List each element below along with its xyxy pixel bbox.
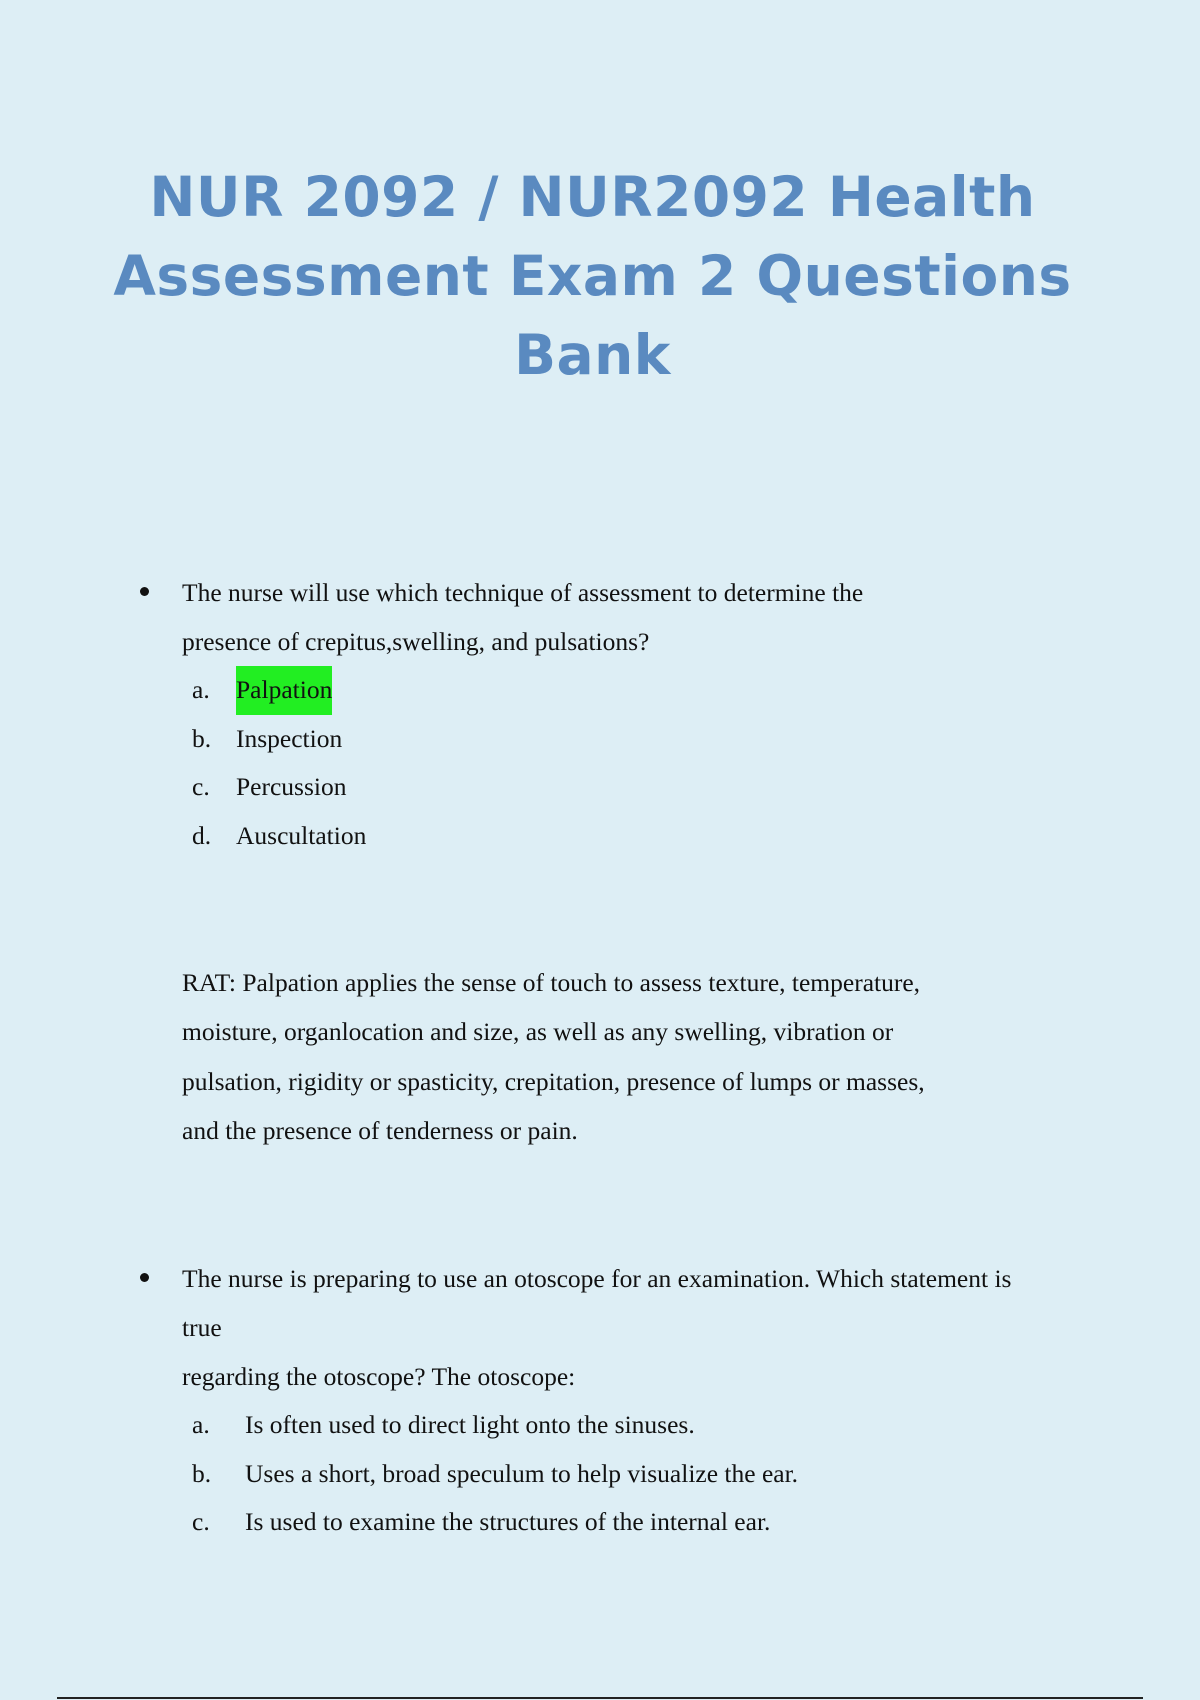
answer-option-b xyxy=(140,715,1130,764)
option-letter: c. xyxy=(192,1507,210,1537)
option-text: Auscultation xyxy=(236,820,367,850)
answer-option-a xyxy=(140,666,1130,715)
option-letter: b. xyxy=(192,723,212,753)
option-text-correct: Palpation xyxy=(236,666,332,715)
answer-option-c xyxy=(140,1498,1130,1547)
bullet-icon xyxy=(140,1273,149,1282)
answer-option-a xyxy=(140,1401,1130,1450)
option-letter: c. xyxy=(192,772,210,802)
rationale-line: and the presence of tenderness or pain. xyxy=(182,1115,578,1145)
rationale-line: moisture, organlocation and size, as well as any swelling, vibration or xyxy=(182,1017,894,1047)
answer-option-c xyxy=(140,763,1130,812)
question-text-line: The nurse will use which technique of assessment to determine the xyxy=(182,578,864,607)
page-bottom-divider xyxy=(57,1697,1143,1699)
option-text: Uses a short, broad speculum to help visualize the ear. xyxy=(245,1458,799,1488)
answer-option-d xyxy=(140,812,1130,861)
option-text: Percussion xyxy=(236,772,347,802)
title-line: Assessment Exam 2 Questions xyxy=(113,244,1072,308)
question-2 xyxy=(140,1254,1130,1547)
option-text: Inspection xyxy=(236,723,343,753)
document-title xyxy=(80,158,1105,395)
question-text-line: true xyxy=(182,1313,222,1342)
option-text: Is used to examine the structures of the internal ear. xyxy=(245,1507,771,1537)
answer-options xyxy=(140,666,1130,860)
bullet-icon xyxy=(140,587,149,596)
answer-options xyxy=(140,1401,1130,1547)
question-1 xyxy=(140,568,1130,860)
question-text-line: regarding the otoscope? The otoscope: xyxy=(182,1362,576,1391)
option-letter: b. xyxy=(192,1458,212,1488)
question-text-line: The nurse is preparing to use an otoscope for an examination. Which statement is xyxy=(182,1264,1012,1293)
rationale-line: RAT: Palpation applies the sense of touch to assess texture, temperature, xyxy=(182,968,921,997)
question-text-line: presence of crepitus,swelling, and pulsations? xyxy=(182,627,650,656)
option-letter: a. xyxy=(192,1410,210,1439)
option-letter: d. xyxy=(192,820,212,850)
rationale xyxy=(182,958,1082,1155)
option-text: Is often used to direct light onto the sinuses. xyxy=(245,1410,695,1439)
option-letter: a. xyxy=(192,675,210,704)
title-line: Bank xyxy=(514,323,671,387)
title-line: NUR 2092 / NUR2092 Health xyxy=(149,165,1036,229)
answer-option-b xyxy=(140,1450,1130,1499)
rationale-line: pulsation, rigidity or spasticity, crepitation, presence of lumps or masses, xyxy=(182,1066,925,1096)
